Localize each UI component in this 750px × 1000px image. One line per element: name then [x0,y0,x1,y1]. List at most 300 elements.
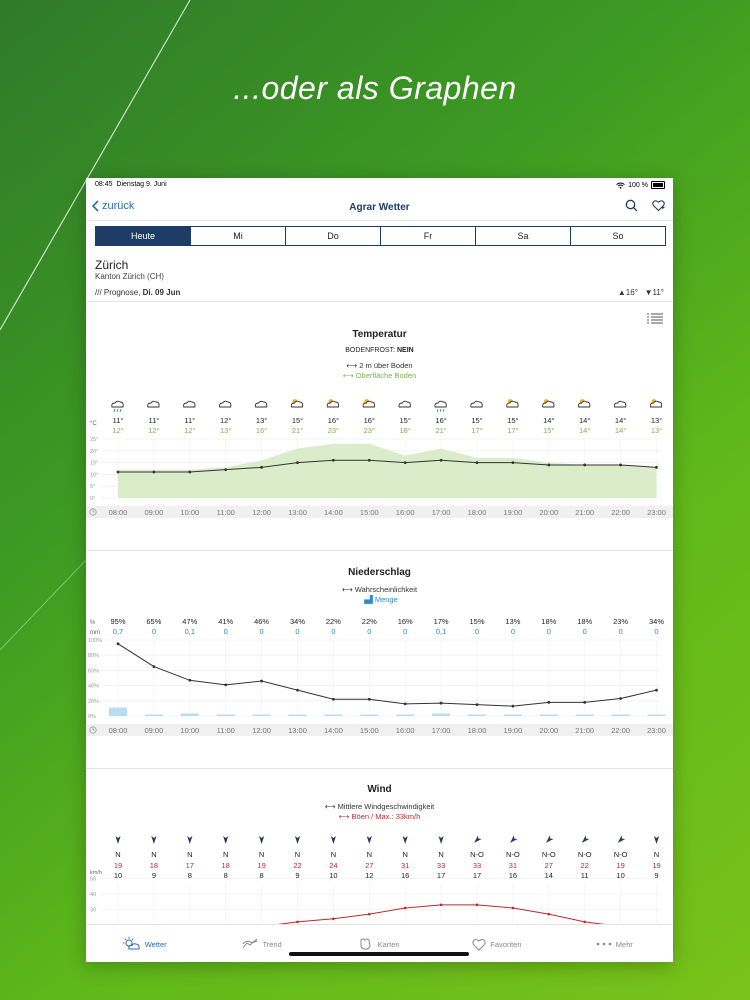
time-tick-label: 10:00 [180,726,200,735]
cloud-shape [399,401,410,407]
precipitation-legend-prob [86,585,673,594]
ground-temperature-label: 18° [399,426,411,435]
probability-point [296,689,299,692]
ground-temperature-label: 21° [435,426,447,435]
tabbar-item-favoriten[interactable] [438,925,555,962]
probability-point [476,703,479,706]
amount-label: 0 [151,627,156,636]
wind-direction-label: N [653,850,660,859]
tabbar-label: Karten [377,939,400,949]
rain-cloud-icon [435,401,446,412]
wind-direction-arrow [331,836,336,844]
battery-status [616,181,665,189]
probability-label: 13% [505,617,521,626]
legend-line-icon: ⟷ [338,812,350,821]
more-icon [596,942,612,946]
amount-bar [145,715,163,717]
battery-icon [651,181,665,189]
time-tick-label: 16:00 [395,508,415,517]
battery-percent: 100 % [628,181,648,189]
wind-direction-label: N [366,850,373,859]
average-wind-label: 8 [223,871,228,880]
headline: ...oder als Graphen [233,70,517,106]
amount-label: 0 [259,627,264,636]
sun-cloud-icon [123,937,141,951]
rain-drop [443,409,444,412]
y-tick-label: 25° [90,437,99,443]
wind-direction-arrow [472,835,481,844]
time-tick-label: 16:00 [395,726,415,735]
trend-icon [242,938,258,950]
wind-direction-label: N [115,850,121,859]
tabbar-label: Mehr [615,939,633,949]
wind-direction-label: N [294,850,301,859]
arrow-shape [439,836,444,844]
ground-frost-value: NEIN [397,347,414,354]
probability-unit: % [90,620,96,626]
y-tick-label: 100% [88,638,103,644]
air-temperature-point [188,471,191,474]
wind-direction-arrow [223,836,228,844]
wind-legend-gust [86,812,673,821]
arrow-shape [654,836,659,844]
probability-label: 17% [433,617,449,626]
air-temperature-point [296,461,299,464]
arrow-shape [472,835,481,844]
average-wind-label: 10 [329,871,338,880]
wind-direction-label: N-O [541,850,556,859]
y-tick-label: 0% [88,714,96,720]
ground-temperature-label: 12° [112,426,124,435]
arrow-shape [223,836,228,844]
probability-label: 23% [613,617,629,626]
amount-bar [360,715,378,717]
page-title: Agrar Wetter [349,202,410,213]
average-wind-label: 8 [259,871,264,880]
ground-temperature-label: 14° [614,426,627,435]
arrow-shape [187,836,192,844]
legend-gust-label: Böen / Max.: 33km/h [351,812,421,821]
amount-bar [576,715,594,717]
partly-sunny-icon [543,399,554,407]
air-temperature-point [655,466,658,469]
precipitation-title: Niederschlag [348,567,411,578]
air-temperature-label: 12° [220,416,232,425]
gust-label: 27 [544,861,553,870]
air-temperature-label: 13° [650,416,663,425]
partly-sunny-icon [579,399,590,407]
wind-direction-arrow [187,836,192,844]
divider [86,768,673,769]
forecast-prefix: /// Prognose, [95,288,141,297]
cloud-icon [399,401,410,407]
amount-bar [396,715,414,717]
cloud-shape [435,401,446,407]
gust-point [332,918,335,921]
legend-prob-label: Wahrscheinlichkeit [354,585,418,594]
gust-point [476,904,479,907]
probability-point [583,701,586,704]
air-temperature-label: 15° [291,416,304,425]
partly-sunny-icon [507,399,518,407]
ground-frost-label: BODENFROST: [345,347,396,354]
wind-direction-label: N [438,850,444,859]
amount-label: 0 [582,627,587,636]
y-tick-label: 30 [90,907,97,914]
tab-fr[interactable]: Fr [380,227,475,245]
arrow-shape [115,836,120,844]
air-temperature-point [153,471,156,474]
ground-temperature-label: 17° [507,426,519,435]
time-tick-label: 17:00 [431,508,451,517]
time-tick-label: 15:00 [359,508,379,517]
list-view-icon[interactable] [647,313,663,325]
tabbar-item-mehr[interactable] [556,925,673,962]
divider [86,550,673,551]
rain-drop [120,409,121,412]
cloud-icon [471,401,482,407]
wind-unit: km/h [90,870,102,876]
wind-direction-label: N [258,850,265,859]
temperature-unit: °C [90,421,97,427]
probability-label: 16% [397,617,413,626]
status-time [95,181,167,188]
max-temperature: ▲16° [617,288,638,297]
precipitation-chart [86,615,673,760]
probability-point [117,642,120,645]
air-temperature-point [547,464,550,467]
legend-line-icon: ⟷ [341,585,353,594]
average-wind-label: 9 [654,871,659,880]
average-wind-label: 11 [580,871,589,880]
gust-label: 17 [185,861,194,870]
air-temperature-label: 13° [255,416,268,425]
y-tick-label: 0° [90,496,96,502]
home-indicator [289,952,469,956]
amount-label: 0,1 [184,627,196,636]
probability-label: 18% [577,617,593,626]
time-tick-label: 17:00 [431,726,451,735]
probability-label: 34% [289,617,306,626]
partly-sunny-icon [291,399,302,407]
time-tick-label: 14:00 [324,508,343,517]
tab-so[interactable]: So [570,227,665,245]
amount-bar [253,715,271,717]
amount-unit: mm [90,630,100,636]
ground-temperature-area [118,444,657,498]
time-tick-label: 13:00 [288,726,307,735]
wind-direction-label: N [187,850,193,859]
air-temperature-label: 16° [363,416,375,425]
arrow-shape [580,835,589,844]
tab-mi[interactable]: Mi [190,227,285,245]
cloud-icon [148,401,159,407]
probability-point [224,683,227,686]
air-temperature-label: 11° [112,416,124,425]
ground-temperature-label: 21° [291,426,304,435]
ground-temperature-label: 23° [363,426,375,435]
y-tick-label: 50 [90,876,97,883]
gust-point [512,907,515,910]
probability-label: 47% [182,617,198,626]
probability-point [188,679,191,682]
time-tick-label: 13:00 [288,508,307,517]
wind-direction-arrow [439,836,444,844]
time-tick-label: 08:00 [108,726,128,735]
heart-icon [472,938,486,951]
average-wind-label: 10 [113,871,123,880]
tab-heute[interactable]: Heute [96,227,190,245]
average-wind-label: 16 [508,871,518,880]
air-temperature-point [619,464,622,467]
amount-label: 0 [295,627,300,636]
tabbar-item-trend[interactable] [203,925,320,962]
probability-label: 65% [146,617,162,626]
wind-legend-avg [86,802,673,811]
amount-label: 0 [367,627,372,636]
cloud-shape [220,401,231,407]
probability-label: 15% [469,617,485,626]
search-icon[interactable] [625,199,638,212]
time-tick-label: 21:00 [575,726,595,735]
wind-direction-label: N-O [577,850,592,859]
tabbar-label: Favoriten [490,939,522,949]
status-bar [86,178,673,194]
time-tick-label: 23:00 [647,726,666,735]
y-tick-label: 20° [90,448,99,455]
wind-direction-arrow [403,836,408,844]
y-tick-label: 10° [90,472,99,479]
precipitation-legend-amount [86,595,673,604]
gust-label: 33 [472,861,482,870]
gust-point [548,913,551,916]
time-tick-label: 19:00 [503,508,523,517]
time-tick-label: 12:00 [252,508,271,517]
cloud-shape [184,401,195,407]
y-tick-label: 40% [88,683,100,690]
wind-direction-arrow [580,835,589,844]
amount-label: 0 [331,627,336,636]
forecast-date: Di. 09 Jun [142,288,181,297]
average-wind-label: 10 [616,871,625,880]
gust-line [118,905,657,925]
air-temperature-point [368,459,371,462]
air-temperature-label: 16° [327,416,340,425]
ground-temperature-label: 13° [650,426,663,435]
amount-label: 0 [403,627,408,636]
air-temperature-label: 11° [184,416,196,425]
gust-label: 19 [257,861,266,870]
amount-bar [181,714,199,717]
time-tick-label: 11:00 [216,508,235,517]
y-tick-label: 20% [88,698,100,705]
partly-sunny-icon [327,399,338,407]
tab-do[interactable]: Do [285,227,380,245]
amount-bar [432,714,450,717]
probability-line [118,644,657,706]
wifi-icon [616,182,625,189]
ground-frost-line [86,347,673,354]
probability-point [512,705,515,708]
min-temperature: ▼11° [644,288,664,297]
time-tick-label: 23:00 [647,508,666,517]
cloud-icon [220,401,231,407]
gust-label: 31 [401,861,410,870]
average-wind-label: 14 [544,871,553,880]
wind-direction-arrow [259,836,264,844]
favorite-add-icon[interactable] [652,199,665,212]
gust-label: 33 [436,861,446,870]
amount-bar [289,715,307,717]
temperature-legend-ground [86,371,673,380]
wind-title: Wind [367,784,392,795]
probability-point [404,702,407,705]
time-tick-label: 20:00 [539,508,559,517]
gust-label: 31 [508,861,518,870]
air-temperature-label: 16° [435,416,447,425]
legend-air-label: 2 m über Boden [359,361,413,370]
air-temperature-point [583,464,586,467]
gust-label: 19 [113,861,123,870]
y-tick-label: 40 [90,892,97,898]
time-tick-label: 18:00 [467,726,487,735]
arrow-shape [367,836,372,844]
wind-direction-arrow [115,836,120,844]
tabbar-label: Trend [262,939,282,949]
tab-bar [86,924,673,962]
air-temperature-label: 15° [399,416,411,425]
forecast-date-line [95,288,180,297]
amount-bar [217,715,235,717]
time-tick-label: 08:00 [108,508,128,517]
tabbar-item-karten[interactable] [321,925,438,962]
probability-point [332,698,335,701]
amount-bar [648,715,666,717]
probability-label: 18% [541,617,557,626]
legend-avg-label: Mittlere Windgeschwindigkeit [337,802,435,811]
gust-label: 24 [329,861,338,870]
time-tick-label: 21:00 [575,508,595,517]
cloud-shape [614,401,625,407]
amount-bar [540,715,558,717]
wind-direction-arrow [151,836,156,844]
status-clock: 08:45 [95,181,113,188]
legend-ground-label: Oberfläche Boden [355,371,417,380]
day-tabs [95,226,666,246]
rain-drop [440,409,441,412]
time-tick-label: 10:00 [180,508,200,517]
wind-direction-label: N-O [613,850,628,859]
probability-point [547,701,550,704]
air-temperature-label: 15° [507,416,519,425]
tabbar-item-wetter[interactable] [86,925,203,962]
air-temperature-point [440,459,443,462]
air-temperature-label: 14° [614,416,627,425]
arrow-shape [151,836,156,844]
amount-bar [109,708,127,717]
back-label: zurück [102,200,135,212]
probability-point [368,698,371,701]
probability-point [655,689,658,692]
average-wind-label: 17 [436,871,446,880]
cloud-shape [471,401,482,407]
amount-label: 0,1 [435,627,447,636]
wind-direction-label: N [402,850,408,859]
average-wind-label: 9 [151,871,156,880]
amount-label: 0 [474,627,480,636]
legend-area-icon: ⟷ [342,371,354,380]
time-tick-label: 14:00 [324,726,343,735]
wind-direction-arrow [508,835,517,844]
cloud-shape [148,401,159,407]
y-tick-label: 15° [90,460,99,467]
air-temperature-label: 14° [579,416,591,425]
time-tick-label: 20:00 [539,726,559,735]
legend-amount-label: Menge [374,595,398,604]
map-icon [359,937,373,951]
y-tick-label: 5° [90,484,96,491]
arrow-shape [259,836,264,844]
wind-direction-arrow [654,836,659,844]
air-temperature-point [224,468,227,471]
probability-label: 41% [218,617,234,626]
time-tick-label: 11:00 [216,726,235,735]
amount-bar [504,715,522,717]
gust-label: 18 [221,861,230,870]
average-wind-label: 17 [472,871,482,880]
gust-label: 22 [293,861,302,870]
location-name: Zürich [95,258,129,272]
temperature-chart [86,393,673,543]
gust-point [583,921,586,924]
gust-label: 27 [365,861,374,870]
air-temperature-point [476,461,479,464]
temperature-legend-air [86,361,673,370]
ground-temperature-label: 17° [471,426,483,435]
average-wind-label: 8 [187,871,192,880]
arrow-shape [616,835,625,844]
air-temperature-point [260,466,263,469]
divider [86,301,673,302]
cloud-icon [255,401,266,407]
arrow-shape [544,835,553,844]
arrow-shape [508,835,517,844]
air-temperature-point [512,461,515,464]
tab-sa[interactable]: Sa [475,227,570,245]
cloud-icon [614,401,625,407]
probability-label: 34% [648,617,665,626]
air-temperature-label: 14° [543,416,555,425]
probability-point [440,702,443,705]
gust-label: 22 [580,861,589,870]
time-tick-label: 19:00 [503,726,523,735]
probability-label: 22% [325,617,341,626]
rain-cloud-icon [112,401,123,412]
temperature-title: Temperatur [352,329,407,340]
ground-temperature-label: 14° [579,426,591,435]
wind-direction-arrow [616,835,625,844]
air-temperature-label: 11° [148,416,160,425]
status-date: Dienstag 9. Juni [116,181,167,188]
wind-direction-label: N [222,850,229,859]
time-tick-label: 12:00 [252,726,271,735]
probability-label: 22% [361,617,377,626]
gust-label: 19 [652,861,661,870]
gust-point [404,907,407,910]
amount-label: 0 [223,627,228,636]
ground-temperature-label: 23° [327,426,340,435]
time-tick-label: 22:00 [611,726,630,735]
